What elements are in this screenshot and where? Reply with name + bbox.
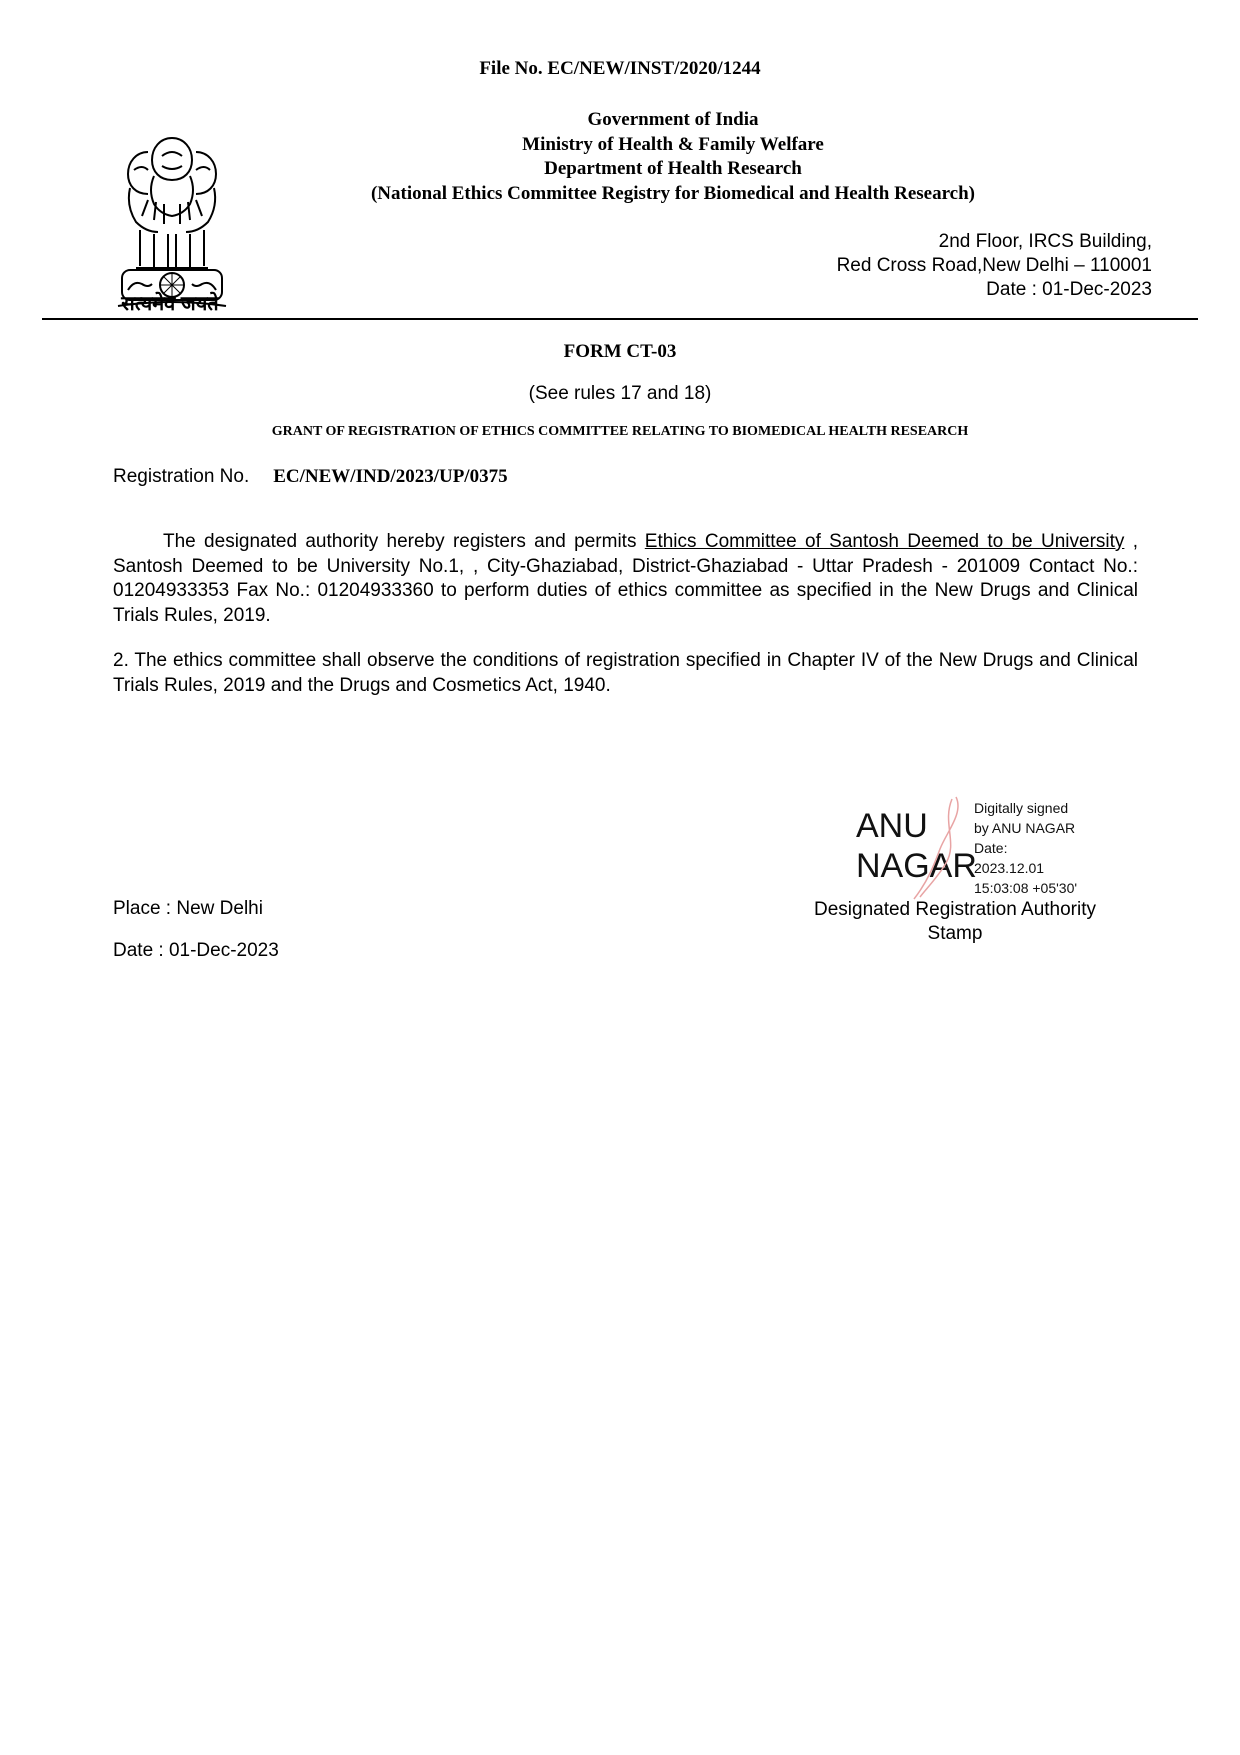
designated-authority-block [790, 898, 1120, 946]
ethics-committee-name: Ethics Committee of Santosh Deemed to be University [644, 531, 1125, 552]
signature-detail-line: Date: [974, 840, 1008, 856]
gov-line-government: Government of India [587, 109, 759, 130]
registration-label: Registration No. [113, 466, 250, 487]
form-rules-reference: (See rules 17 and 18) [528, 383, 712, 404]
signature-detail-line: by ANU NAGAR [974, 820, 1076, 836]
header-date: Date : 01-Dec-2023 [986, 279, 1152, 300]
registration-paragraph [113, 530, 1138, 628]
issuing-authority-block [293, 108, 1053, 206]
authority-stamp-label: Stamp [927, 923, 983, 944]
signature-detail-line: Digitally signed [974, 800, 1069, 816]
registration-number-row [113, 466, 508, 488]
gov-line-department: Department of Health Research [544, 158, 802, 179]
authority-title: Designated Registration Authority [814, 899, 1096, 920]
emblem-motto: सत्यमेव जयते [121, 293, 219, 315]
place-of-issue: Place : New Delhi [113, 898, 263, 919]
digital-signature-details [974, 798, 1124, 898]
signature-time: 15:03:08 +05'30' [974, 880, 1078, 896]
issue-date: Date : 01-Dec-2023 [113, 940, 279, 961]
signer-last-name: NAGAR [856, 847, 977, 885]
grant-heading: GRANT OF REGISTRATION OF ETHICS COMMITTEE RELATING TO BIOMEDICAL HEALTH RESEARCH [271, 424, 969, 439]
conditions-paragraph: 2. The ethics committee shall observe the conditions of registration specified in Chapter IV of the New Drugs and Clinical Trials Rules, 2019 and the Drugs and Cosmetics Act, 1940. [113, 650, 1138, 696]
file-number: File No. EC/NEW/INST/2020/1244 [479, 58, 761, 79]
address-line: 2nd Floor, IRCS Building, [938, 231, 1152, 252]
paragraph-text: The designated authority hereby registers and permits [163, 531, 645, 552]
registration-number: EC/NEW/IND/2023/UP/0375 [273, 466, 508, 487]
signature-date: 2023.12.01 [974, 860, 1045, 876]
gov-line-registry: (National Ethics Committee Registry for Biomedical and Health Research) [370, 182, 976, 204]
paragraph-text: , Santosh Deemed to be University No.1, , City-Ghaziabad, District-Ghaziabad - Uttar Pradesh - 201009 Contact No.: 01204933353 Fax No.: 01204933360 to perform duties of ethics committee as specified in the New Drugs and Clinical Trials Rules, 2019. [113, 531, 1138, 626]
form-title: FORM CT-03 [563, 341, 677, 362]
gov-line-ministry: Ministry of Health & Family Welfare [522, 133, 824, 155]
header-divider [42, 318, 1198, 320]
office-address-block [700, 230, 1152, 302]
address-line: Red Cross Road,New Delhi – 110001 [836, 255, 1152, 276]
digital-signature-mark-icon [906, 793, 966, 905]
signer-first-name: ANU [856, 807, 928, 845]
